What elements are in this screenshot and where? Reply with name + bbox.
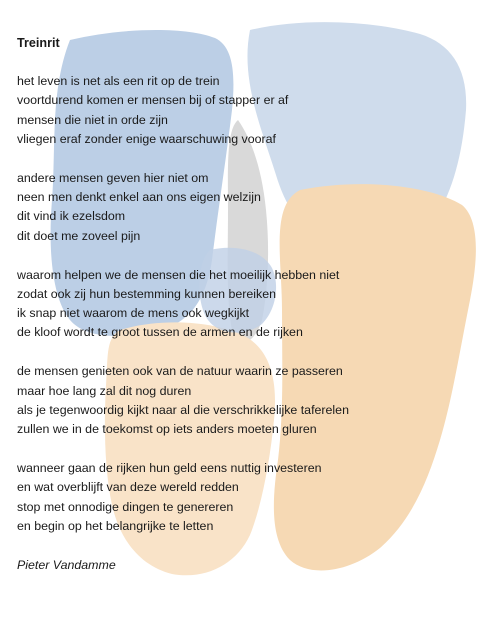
stanza-5 <box>17 459 467 536</box>
verse-line: zodat ook zij hun bestemming kunnen bereiken <box>17 286 276 301</box>
poem-title: Treinrit <box>17 36 60 50</box>
verse-line: de kloof wordt te groot tussen de armen en de rijken <box>17 325 303 340</box>
verse-line: maar hoe lang zal dit nog duren <box>17 383 192 398</box>
verse-line: andere mensen geven hier niet om <box>17 170 209 185</box>
verse-line: neen men denkt enkel aan ons eigen welzijn <box>17 190 261 205</box>
verse-line: en begin op het belangrijke te letten <box>17 519 214 534</box>
verse-line: als je tegenwoordig kijkt naar al die verschrikkelijke taferelen <box>17 402 349 417</box>
verse-line: dit doet me zoveel pijn <box>17 228 141 243</box>
stanza-2 <box>17 169 467 246</box>
verse-line: ik snap niet waarom de mens ook wegkijkt <box>17 306 250 321</box>
verse-line: vliegen eraf zonder enige waarschuwing vooraf <box>17 131 276 146</box>
verse-line: wanneer gaan de rijken hun geld eens nuttig investeren <box>17 461 322 476</box>
verse-line: voortdurend komen er mensen bij of stapper er af <box>17 93 289 108</box>
stanza-3 <box>17 266 467 343</box>
verse-line: zullen we in de toekomst op iets anders moeten gluren <box>17 422 317 437</box>
verse-line: het leven is net als een rit op de trein <box>17 74 220 88</box>
verse-line: en wat overblijft van deze wereld redden <box>17 480 239 495</box>
verse-line: dit vind ik ezelsdom <box>17 209 126 224</box>
poem-author: Pieter Vandamme <box>17 557 116 572</box>
verse-line: de mensen genieten ook van de natuur waarin ze passeren <box>17 364 343 379</box>
verse-line: waarom helpen we de mensen die het moeilijk hebben niet <box>17 267 340 282</box>
verse-line: mensen die niet in orde zijn <box>17 112 168 127</box>
stanza-4 <box>17 362 467 439</box>
poem <box>17 34 467 575</box>
stanza-1 <box>17 72 467 149</box>
verse-line: stop met onnodige dingen te genereren <box>17 499 234 514</box>
